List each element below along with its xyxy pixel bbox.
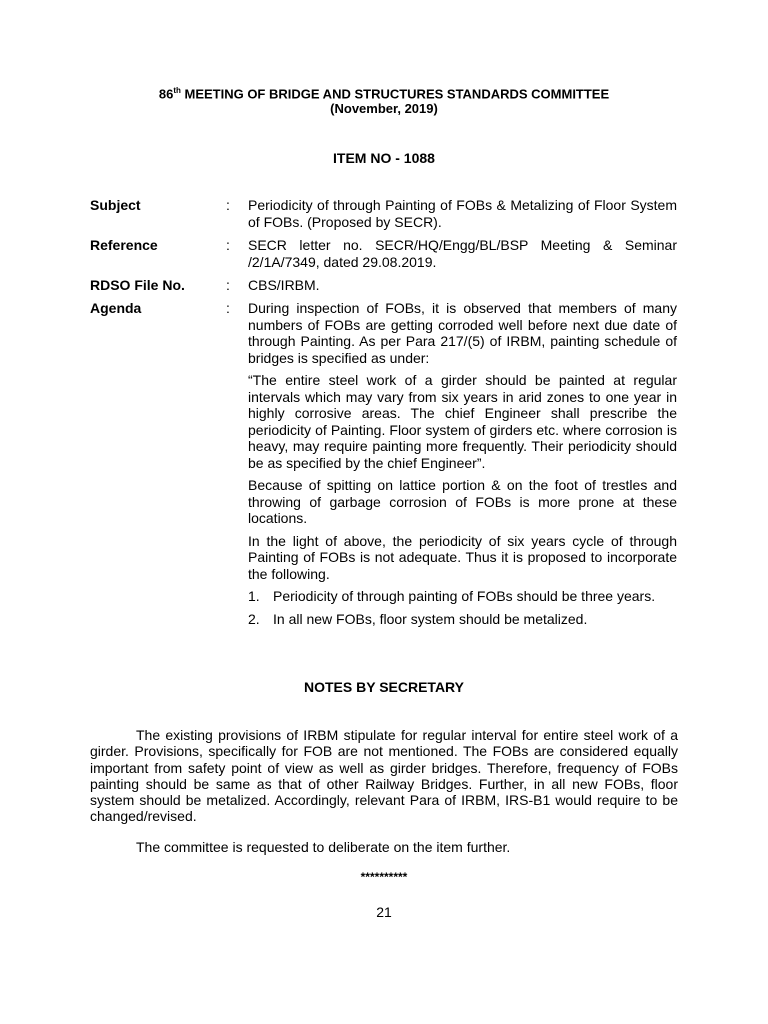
reference-colon: :: [226, 237, 230, 253]
list-item: [248, 611, 677, 628]
subject-value: Periodicity of through Painting of FOBs & Metalizing of Floor System of FOBs. (Proposed by SECR).: [248, 197, 677, 230]
reference-label: Reference: [90, 237, 158, 253]
meeting-date: (November, 2019): [330, 101, 438, 116]
committee-request: The committee is requested to deliberate on the item further.: [136, 839, 511, 855]
list-item-text: Periodicity of through painting of FOBs should be three years.: [273, 588, 656, 604]
meeting-number-suffix: th: [173, 86, 181, 95]
end-stars: **********: [360, 870, 408, 884]
proposal-list: [248, 588, 677, 627]
rdso-file-value: CBS/IRBM.: [248, 277, 320, 293]
item-number: ITEM NO - 1088: [333, 150, 435, 166]
rdso-file-colon: :: [226, 277, 230, 293]
list-item-text: In all new FOBs, floor system should be metalized.: [273, 610, 588, 627]
subject-label: Subject: [90, 197, 141, 213]
meeting-number: 86: [158, 86, 174, 102]
agenda-paragraph: In the light of above, the periodicity of six years cycle of through Painting of FOBs is not adequate. Thus it is proposed to incorporate the following.: [248, 532, 677, 582]
agenda-label: Agenda: [90, 300, 142, 316]
meeting-title-text: MEETING OF BRIDGE AND STRUCTURES STANDARDS COMMITTEE: [180, 86, 610, 102]
rdso-file-label: RDSO File No.: [90, 277, 185, 293]
meeting-title: [0, 86, 768, 101]
agenda-content: [248, 300, 677, 633]
agenda-quote-paragraph: “The entire steel work of a girder should be painted at regular intervals which may vary from six years in arid zones to one year in highly corrosive areas. The chief Engineer shall prescribe the periodicity of Painting. Floor system of girders etc. where corrosion is heavy, may require painting more frequently. Their periodicity should be as specified by the chief Engineer”.: [248, 372, 677, 471]
page-number: 21: [376, 904, 392, 920]
agenda-colon: :: [226, 300, 230, 316]
list-item: [248, 588, 677, 605]
reference-value: SECR letter no. SECR/HQ/Engg/BL/BSP Meeting & Seminar /2/1A/7349, dated 29.08.2019.: [248, 237, 677, 270]
notes-body: The existing provisions of IRBM stipulate for regular interval for entire steel work of a girder. Provisions, specifically for FOB are not mentioned. The FOBs are considered equally important from safety point of view as well as girder bridges. Therefore, frequency of FOBs painting should be same as that of other Railway Bridges. Further, in all new FOBs, floor system should be metalized. Accordingly, relevant Para of IRBM, IRS-B1 would require to be changed/revised.: [90, 727, 678, 825]
agenda-paragraph: During inspection of FOBs, it is observed that members of many numbers of FOBs are getting corroded well before next due date of through Painting. As per Para 217/(5) of IRBM, painting schedule of bridges is specified as under:: [248, 300, 677, 366]
subject-colon: :: [226, 197, 230, 213]
agenda-paragraph: Because of spitting on lattice portion & on the foot of trestles and throwing of garbage corrosion of FOBs is more prone at these locations.: [248, 477, 677, 526]
notes-title: NOTES BY SECRETARY: [304, 679, 464, 695]
list-item-number: 1.: [248, 588, 260, 604]
list-item-number: 2.: [248, 610, 260, 627]
